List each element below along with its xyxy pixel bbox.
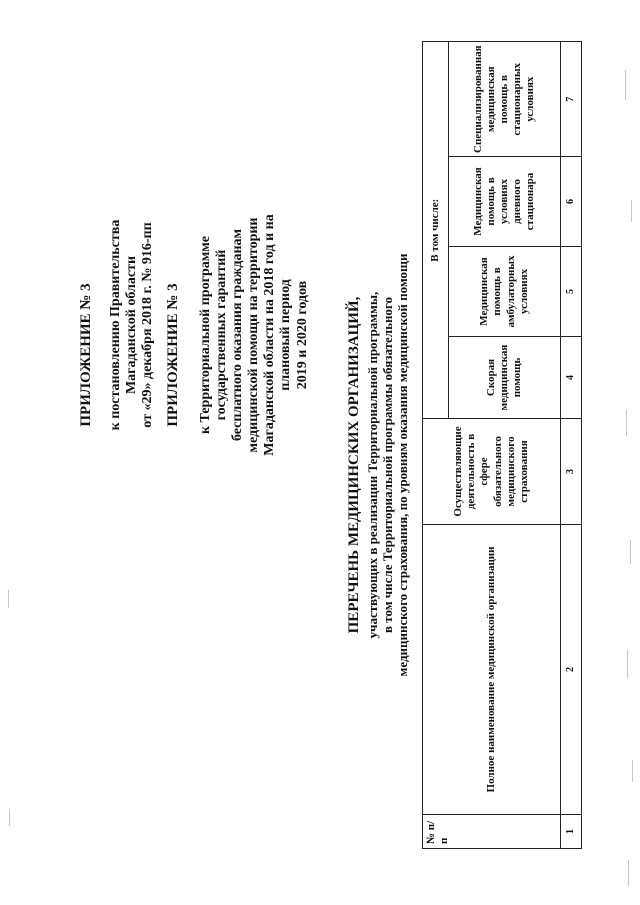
column-header-group: В том числе: bbox=[423, 42, 449, 419]
index-cell: 3 bbox=[561, 419, 582, 525]
scan-mark bbox=[630, 540, 631, 564]
table-header-row bbox=[423, 42, 449, 849]
column-header-ambulance: Скорая медицинская помощь bbox=[449, 337, 561, 419]
index-cell: 1 bbox=[561, 815, 582, 849]
index-cell: 6 bbox=[561, 157, 582, 247]
program-line: плановый период bbox=[278, 279, 294, 391]
appendix-title: ПРИЛОЖЕНИЕ № 3 bbox=[78, 283, 94, 427]
decree-line: Магаданской области bbox=[124, 255, 140, 395]
scan-mark bbox=[9, 810, 10, 826]
program-line: к Территориальной программе bbox=[198, 235, 213, 435]
column-header-day-hospital: Медицинская помощь в условиях дневного стационара bbox=[449, 157, 561, 247]
column-header-number: № п/п bbox=[423, 815, 561, 849]
subtitle-line: медицинского страхования, по уровням оказания медицинской помощи bbox=[394, 253, 410, 677]
document-title: ПЕРЕЧЕНЬ МЕДИЦИНСКИХ ОРГАНИЗАЦИЙ, bbox=[346, 296, 362, 634]
program-reference bbox=[198, 95, 311, 575]
program-line: медицинской помощи на территории bbox=[246, 217, 262, 453]
scan-mark bbox=[627, 650, 628, 678]
program-line: 2019 и 2020 годов bbox=[294, 280, 310, 390]
scan-mark bbox=[8, 590, 9, 608]
column-header-specialized: Специализированная медицинская помощь в стационарных условиях bbox=[449, 42, 561, 157]
decree-reference bbox=[108, 125, 156, 525]
column-header-name: Полное наименование медицинской организации bbox=[423, 525, 561, 815]
subtitle-line: в том числе Территориальной программы обязательного bbox=[379, 296, 395, 634]
scan-mark bbox=[625, 70, 626, 100]
index-cell: 4 bbox=[561, 337, 582, 419]
index-cell: 2 bbox=[561, 525, 582, 815]
appendix-title-2: ПРИЛОЖЕНИЕ № 3 bbox=[165, 283, 181, 427]
column-header-outpatient: Медицинская помощь в амбулаторных условиях bbox=[449, 247, 561, 337]
program-line: бесплатного оказания гражданам bbox=[230, 228, 246, 442]
organizations-table bbox=[422, 41, 582, 849]
program-line: государственных гарантий bbox=[214, 249, 230, 421]
subtitle-line: участвующих в реализации Территориальной программы, bbox=[365, 291, 380, 639]
decree-line: к постановлению Правительства bbox=[108, 219, 123, 431]
column-header-oms: Осуществляющие деятельность в сфере обязательного медицинского страхования bbox=[423, 419, 561, 525]
program-line: Магаданской области на 2018 год и на bbox=[262, 214, 278, 456]
scan-mark bbox=[632, 760, 633, 782]
scan-mark bbox=[628, 860, 629, 886]
scan-mark bbox=[631, 200, 632, 222]
scan-mark bbox=[626, 410, 627, 436]
table-index-row bbox=[561, 42, 582, 849]
index-cell: 5 bbox=[561, 247, 582, 337]
document-subtitle bbox=[366, 65, 411, 865]
decree-line: от «29» декабря 2018 г. № 916-пп bbox=[140, 222, 156, 428]
index-cell: 7 bbox=[561, 42, 582, 157]
